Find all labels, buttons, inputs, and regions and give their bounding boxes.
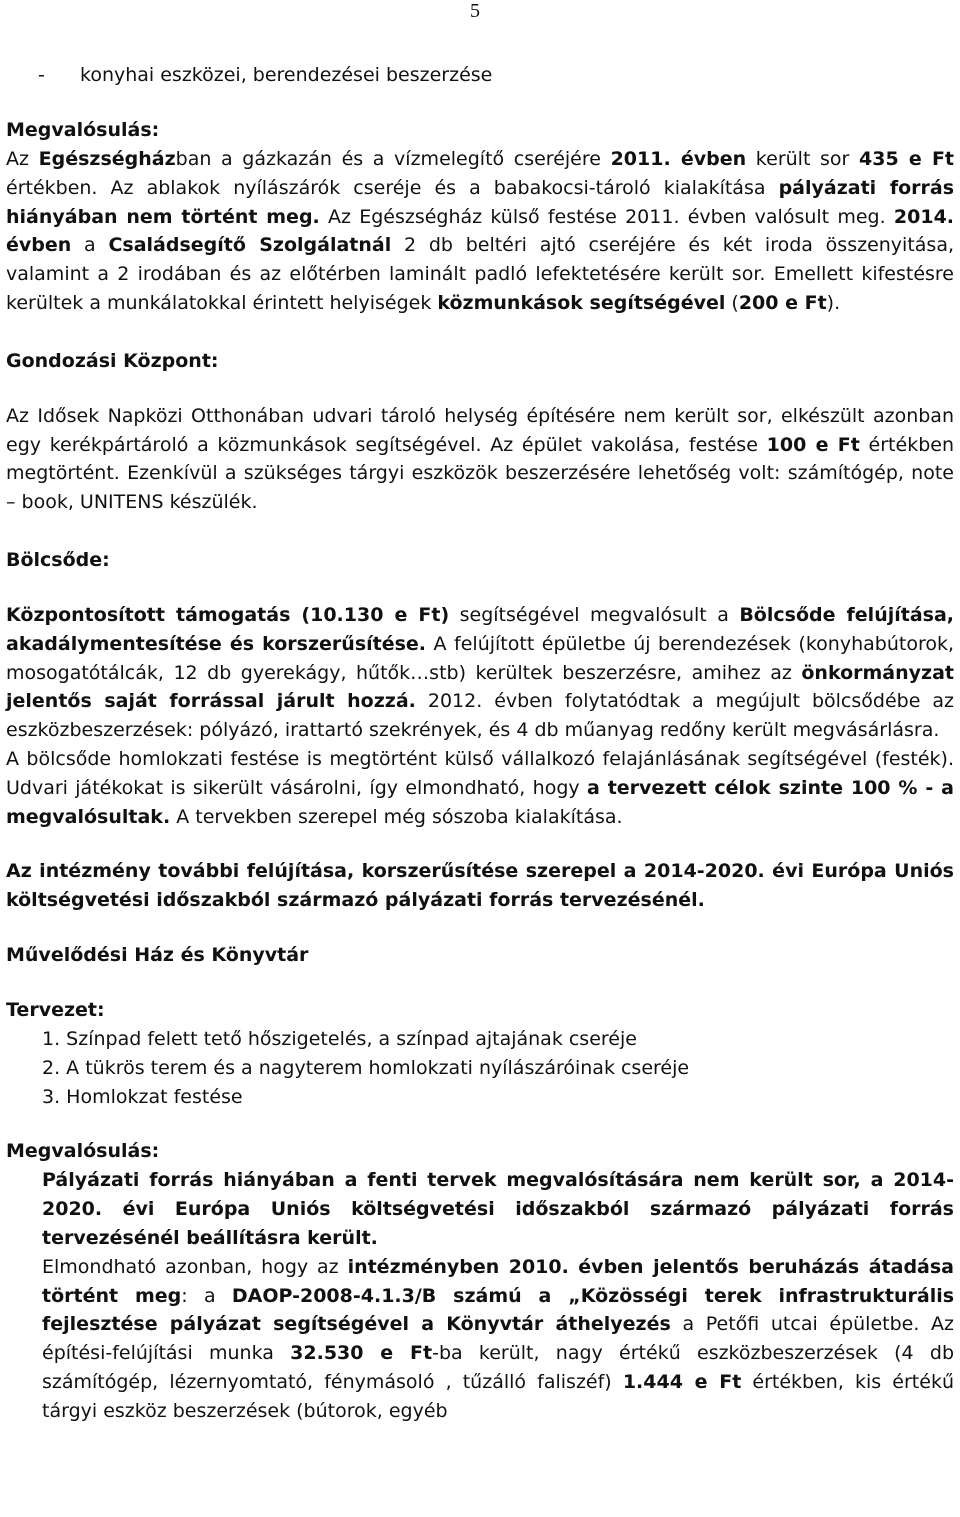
list-item: 3. Homlokzat festése [42,1085,243,1108]
subsection-heading: Megvalósulás: [6,1140,160,1163]
paragraph: Központosított támogatás (10.130 e Ft) segítségével megvalósult a Bölcsőde felújítása, akadálymentesítése és korszerűsítése. A felújított épületbe új berendezések (konyhabútorok, mosogatótálcák, 12 db gyerekágy, hűtők…stb) kerültek beszerzésre, amihez az önkormányzat jelentős saját forrással járult hozzá. 2012. évben folytatódtak a megújult bölcsődébe az eszközbeszerzések: pólyázó, irattartó szekrények, és 4 db műanyag redőny került megvásárlásra. [6,603,955,742]
page-number: 5 [470,0,480,22]
plan-list [6,1025,954,1111]
paragraph-bold: Pályázati forrás hiányában a fenti tervek megvalósítására nem került sor, a 2014-2020. évi Európa Uniós költségvetési időszakból származó pályázati forrás tervezésénél beállításra került. [42,1169,954,1249]
list-item: 2. A tükrös terem és a nagyterem homlokzati nyílászáróinak cseréje [42,1056,690,1079]
paragraph: Elmondható azonban, hogy az intézményben 2010. évben jelentős beruházás átadása történt meg: a DAOP-2008-4.1.3/B számú a „Közösségi terek infrastrukturális fejlesztése pályázat segítségével a Könyvtár áthelyezés a Petőfi utcai épületbe. Az építési-felújítási munka 32.530 e Ft-ba került, nagy értékű eszközbeszerzések (4 db számítógép, lézernyomtató, fénymásoló , tűzálló faliszéf) 1.444 e Ft értékben, kis értékű tárgyi eszköz beszerzések (bútorok, egyéb [42,1255,955,1422]
paragraph-bold: Az intézmény további felújítása, korszerűsítése szerepel a 2014-2020. évi Európa Uniós költségvetési időszakból származó pályázati forrás tervezésénél. [6,860,954,912]
section-heading: Művelődési Ház és Könyvtár [6,943,309,966]
list-item: 1. Színpad felett tető hőszigetelés, a színpad ajtajának cseréje [42,1027,637,1050]
section-heading: Megvalósulás: [6,119,160,141]
paragraph: A bölcsőde homlokzati festése is megtörtént külső vállalkozó felajánlásának segítségével (festék). Udvari játékokat is sikerült vásárolni, így elmondható, hogy a tervezett célok szinte 100 % - a megvalósultak. A tervekben szerepel még sószoba kialakítása. [6,747,954,828]
document-body [6,60,954,1426]
paragraph: Az Idősek Napközi Otthonában udvari tároló helység építésére nem került sor, elkészült azonban egy kerékpártároló a közmunkások segítségével. Az épület vakolása, festése 100 e Ft értékben megtörtént. Ezenkívül a szükséges tárgyi eszközök beszerzésére lehetőség volt: számítógép, note – book, UNITENS készülék. [6,404,954,514]
paragraph: Az Egészségházban a gázkazán és a vízmelegítő cseréjére 2011. évben került sor 435 e Ft értékben. Az ablakok nyílászárók cseréje és a babakocsi-tároló kialakítása pályázati forrás hiányában nem történt meg. Az Egészségház külső festése 2011. évben valósult meg. 2014. évben a Családsegítő Szolgálatnál 2 db beltéri ajtó cseréjére és két iroda összenyitása, valamint a 2 irodában és az előtérben laminált padló lefektetésére került sor. Emellett kifestésre kerültek a munkálatokkal érintett helyiségek közmunkások segítségével (200 e Ft). [6,148,955,314]
subsection-heading: Tervezet: [6,998,105,1021]
section-heading: Bölcsőde: [6,548,110,571]
section-heading: Gondozási Központ: [6,349,219,372]
list-item: - konyhai eszközei, berendezései beszerzése [80,60,954,90]
